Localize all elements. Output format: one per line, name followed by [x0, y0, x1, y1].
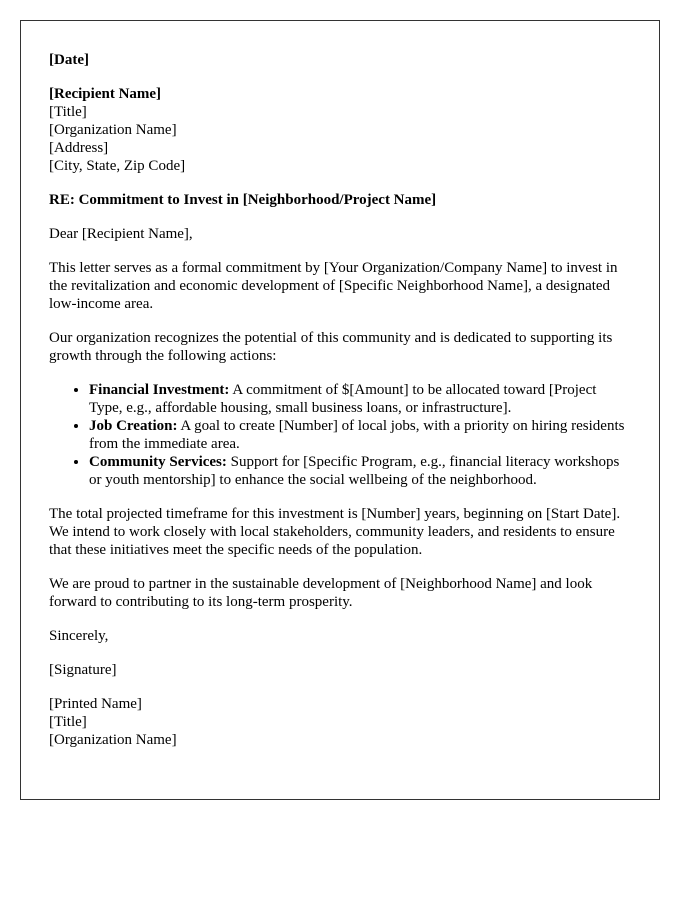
action-label: Financial Investment:	[89, 382, 230, 398]
list-item	[89, 453, 631, 489]
recipient-title: [Title]	[49, 104, 87, 120]
action-text: A goal to create [Number] of local jobs, with a priority on hiring residents from the immediate area.	[89, 418, 625, 452]
sender-organization: [Organization Name]	[49, 732, 177, 748]
sender-block	[49, 695, 631, 749]
paragraph-recognition: Our organization recognizes the potential of this community and is dedicated to supporting its growth through the following actions:	[49, 330, 613, 364]
sender-printed-name: [Printed Name]	[49, 696, 142, 712]
paragraph-partnership: We are proud to partner in the sustainable development of [Neighborhood Name] and look forward to contributing to its long-term prosperity.	[49, 576, 593, 610]
closing: Sincerely,	[49, 628, 109, 644]
sender-title: [Title]	[49, 714, 87, 730]
action-text: A commitment of $[Amount] to be allocated toward [Project Type, e.g., affordable housing, small business loans, or infrastructure].	[89, 382, 597, 416]
paragraph-timeframe: The total projected timeframe for this investment is [Number] years, beginning on [Start Date]. We intend to work closely with local stakeholders, community leaders, and residents to ensure that these initiatives meet the specific needs of the population.	[49, 506, 621, 558]
recipient-name: [Recipient Name]	[49, 86, 162, 102]
letter-date: [Date]	[49, 52, 89, 68]
action-label: Community Services:	[89, 454, 227, 470]
paragraph-commitment: This letter serves as a formal commitment by [Your Organization/Company Name] to invest in the revitalization and economic development of [Specific Neighborhood Name], a designated low-income area.	[49, 260, 618, 312]
list-item	[89, 381, 631, 417]
recipient-city-state-zip: [City, State, Zip Code]	[49, 158, 186, 174]
recipient-block	[49, 85, 631, 175]
letter-page	[20, 20, 660, 800]
action-text: Support for [Specific Program, e.g., financial literacy workshops or youth mentorship] to enhance the social wellbeing of the neighborhood.	[89, 454, 620, 488]
salutation: Dear [Recipient Name],	[49, 226, 193, 242]
recipient-address: [Address]	[49, 140, 109, 156]
subject-line: RE: Commitment to Invest in [Neighborhood/Project Name]	[49, 192, 437, 208]
signature: [Signature]	[49, 662, 117, 678]
action-label: Job Creation:	[89, 418, 178, 434]
actions-list	[49, 381, 631, 489]
recipient-organization: [Organization Name]	[49, 122, 177, 138]
list-item	[89, 417, 631, 453]
